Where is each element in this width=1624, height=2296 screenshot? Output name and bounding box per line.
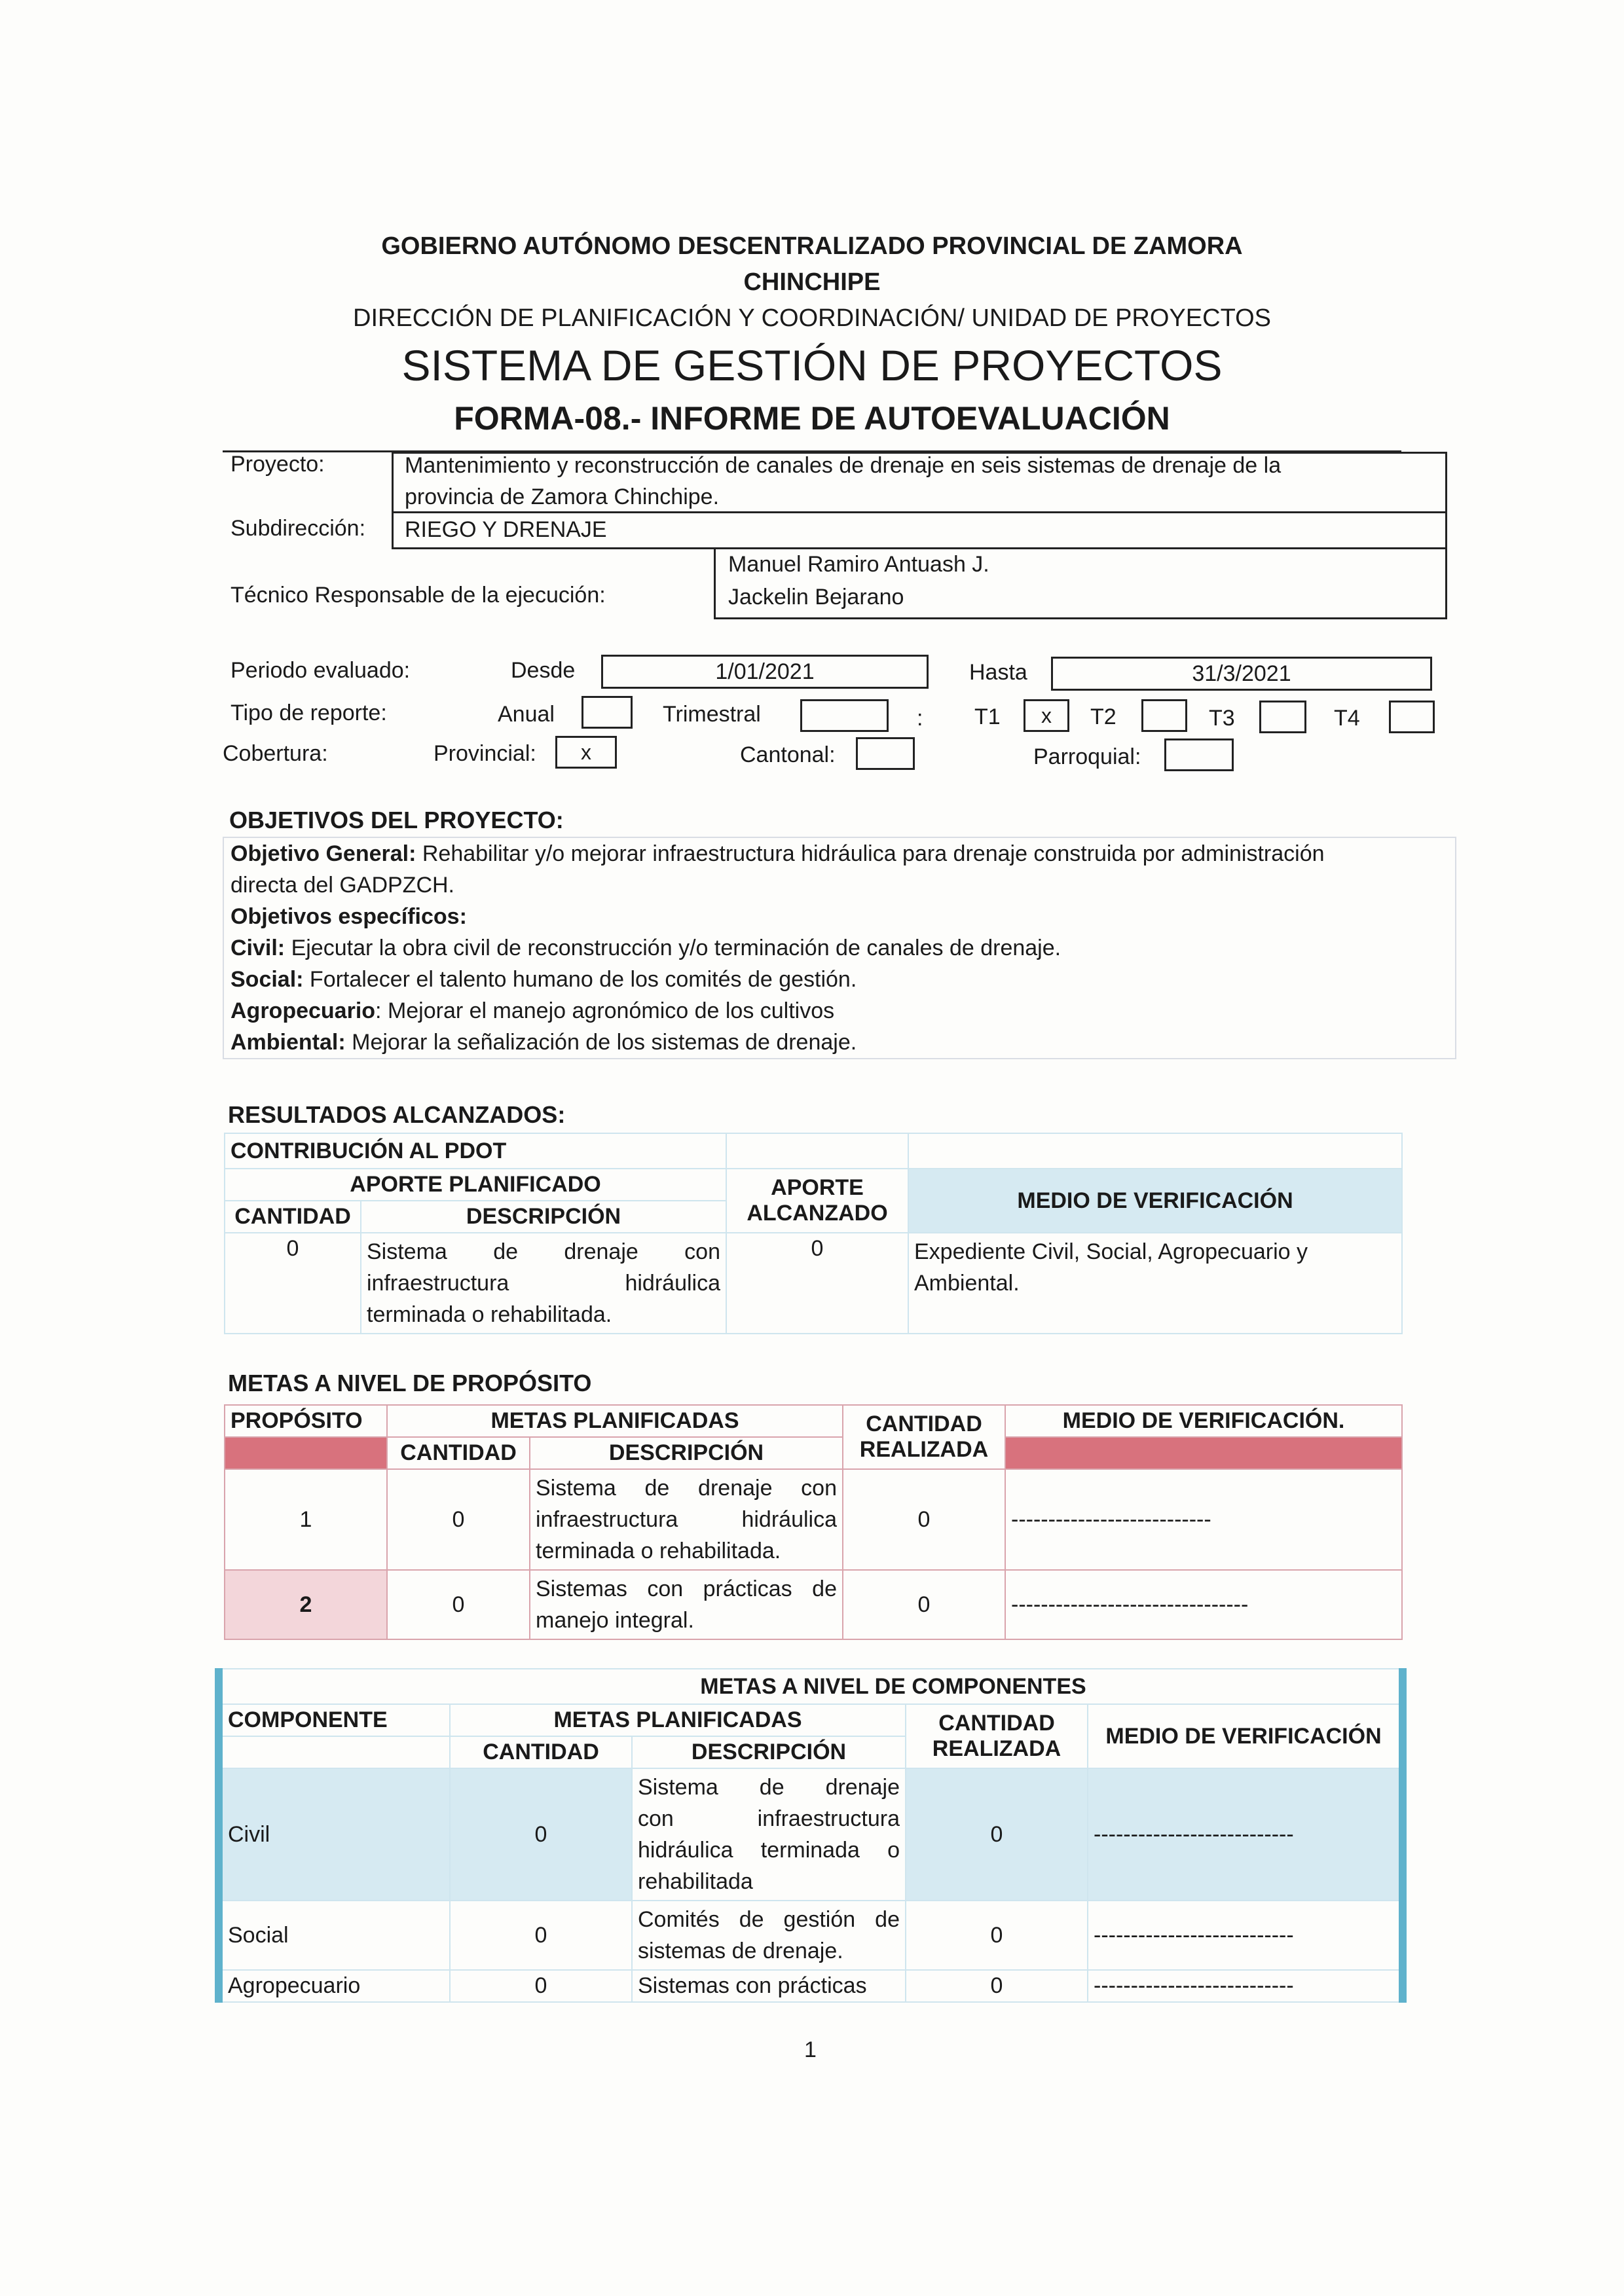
descripcion-header: DESCRIPCIÓN	[361, 1201, 726, 1233]
objetivo-civil-label: Civil:	[231, 936, 286, 960]
prop-row-1-num: 1	[225, 1469, 387, 1570]
comp-civil-desc	[632, 1768, 906, 1901]
comp-agro-desc: Sistemas con prácticas	[632, 1970, 906, 2002]
h-descripcion: DESCRIPCIÓN	[530, 1437, 843, 1469]
comp-agro-name: Agropecuario	[219, 1970, 450, 2002]
h-componente: COMPONENTE	[219, 1704, 450, 1736]
aporte-alcanzado-line1: APORTE	[771, 1175, 864, 1200]
prop-row-1-real: 0	[843, 1469, 1005, 1570]
result-medio-2: Ambiental.	[914, 1271, 1020, 1296]
periodo-label: Periodo evaluado:	[231, 658, 411, 683]
result-cantidad	[225, 1233, 361, 1334]
t4-checkbox[interactable]	[1389, 701, 1435, 733]
prop-row-2-d1: Sistemas con prácticas de	[536, 1576, 837, 1601]
t2-label: T2	[1090, 704, 1116, 729]
parroquial-checkbox[interactable]	[1164, 738, 1234, 771]
objetivo-general-cont: directa del GADPZCH.	[231, 873, 454, 898]
t3-checkbox[interactable]	[1259, 701, 1306, 733]
h-comp-cant-real-1: CANTIDAD	[938, 1711, 1055, 1736]
tipo-colon: :	[917, 706, 923, 731]
resultados-title: RESULTADOS ALCANZADOS:	[228, 1101, 566, 1128]
objetivo-general	[231, 838, 1449, 869]
prop-row-2-desc	[530, 1570, 843, 1639]
contrib-header: CONTRIBUCIÓN AL PDOT	[225, 1133, 726, 1169]
h-comp-medio: MEDIO DE VERIFICACIÓN	[1088, 1704, 1403, 1768]
org-name-cont: CHINCHIPE	[743, 268, 881, 296]
comp-social-real: 0	[906, 1901, 1088, 1970]
objetivo-agro-text: : Mejorar el manejo agronómico de los cultivos	[375, 998, 835, 1023]
objetivo-general-text: Rehabilitar y/o mejorar infraestructura hidráulica para drenaje construida por administración	[416, 841, 1325, 866]
anual-label: Anual	[498, 702, 555, 727]
comp-civil-cant: 0	[450, 1768, 632, 1901]
h-comp-descripcion: DESCRIPCIÓN	[632, 1736, 906, 1768]
h-comp-cantidad: CANTIDAD	[450, 1736, 632, 1768]
objetivo-ambiental	[231, 1027, 1449, 1058]
aporte-alcanzado-header	[726, 1169, 908, 1233]
provincial-checkbox[interactable]: x	[555, 736, 617, 769]
prop-row-1-medio: ---------------------------	[1005, 1469, 1402, 1570]
t3-label: T3	[1209, 706, 1235, 731]
anual-checkbox[interactable]	[581, 696, 633, 729]
proposito-title: METAS A NIVEL DE PROPÓSITO	[228, 1370, 592, 1396]
aporte-alcanzado-line2: ALCANZADO	[747, 1201, 888, 1226]
prop-row-1-cant: 0	[387, 1469, 530, 1570]
subdireccion-label: Subdirección:	[231, 516, 366, 541]
org-name: GOBIERNO AUTÓNOMO DESCENTRALIZADO PROVINCIAL DE ZAMORA	[381, 232, 1243, 260]
comp-social-medio: ---------------------------	[1088, 1901, 1403, 1970]
tipo-label: Tipo de reporte:	[231, 701, 387, 725]
objetivo-social-label: Social:	[231, 967, 304, 992]
comp-social-cant: 0	[450, 1901, 632, 1970]
h-medio: MEDIO DE VERIFICACIÓN.	[1005, 1405, 1402, 1437]
prop-row-2-real: 0	[843, 1570, 1005, 1639]
h-proposito: PROPÓSITO	[225, 1405, 387, 1437]
objetivo-civil	[231, 932, 1449, 964]
aporte-planificado-header: APORTE PLANIFICADO	[225, 1169, 726, 1201]
h-comp-cant-real	[906, 1704, 1088, 1768]
cantonal-checkbox[interactable]	[856, 737, 915, 770]
comp-civil-d4: rehabilitada	[638, 1869, 753, 1894]
result-cantidad-value: 0	[286, 1236, 299, 1261]
form-title: FORMA-08.- INFORME DE AUTOEVALUACIÓN	[454, 400, 1170, 437]
cantidad-header: CANTIDAD	[225, 1201, 361, 1233]
contrib-empty-2	[908, 1133, 1402, 1169]
medio-header: MEDIO DE VERIFICACIÓN	[908, 1169, 1402, 1233]
prop-row-2-num: 2	[225, 1570, 387, 1639]
comp-agro-medio: ---------------------------	[1088, 1970, 1403, 2002]
componentes-title: METAS A NIVEL DE COMPONENTES	[219, 1669, 1403, 1704]
objetivo-agro-label: Agropecuario	[231, 998, 376, 1023]
cobertura-label: Cobertura:	[223, 741, 328, 766]
comp-civil-d3: hidráulica terminada o	[638, 1838, 900, 1863]
result-desc-2: infraestructura hidráulica	[367, 1271, 720, 1296]
objetivo-social-text: Fortalecer el talento humano de los comités de gestión.	[303, 967, 857, 992]
componentes-table	[215, 1668, 1407, 2003]
provincial-label: Provincial:	[434, 741, 536, 766]
prop-row-1-d3: terminada o rehabilitada.	[536, 1539, 781, 1563]
h-cantidad: CANTIDAD	[387, 1437, 530, 1469]
comp-civil-d1: Sistema de drenaje	[638, 1775, 900, 1800]
comp-civil-name: Civil	[219, 1768, 450, 1901]
t1-label: T1	[974, 704, 1001, 729]
comp-agro-cant: 0	[450, 1970, 632, 2002]
prop-row-2-medio: --------------------------------	[1005, 1570, 1402, 1639]
objetivo-ambiental-label: Ambiental:	[231, 1030, 346, 1055]
comp-social-d2: sistemas de drenaje.	[638, 1939, 843, 1963]
tecnico-name-2: Jackelin Bejarano	[728, 585, 904, 610]
objetivo-civil-text: Ejecutar la obra civil de reconstrucción y/o terminación de canales de drenaje.	[285, 936, 1061, 960]
trimestral-checkbox[interactable]	[800, 699, 889, 732]
comp-social-name: Social	[219, 1901, 450, 1970]
proyecto-value-2: provincia de Zamora Chinchipe.	[405, 484, 720, 509]
subdireccion-value: RIEGO Y DRENAJE	[405, 517, 607, 542]
proyecto-value-1: Mantenimiento y reconstrucción de canales de drenaje en seis sistemas de drenaje de la	[405, 453, 1282, 478]
prop-row-1-d2: infraestructura hidráulica	[536, 1507, 837, 1532]
result-descripcion	[361, 1233, 726, 1334]
h-cant-real-1: CANTIDAD	[866, 1412, 982, 1436]
hasta-label: Hasta	[969, 660, 1027, 685]
hasta-field: 31/3/2021	[1051, 657, 1432, 691]
result-alcanzado	[726, 1233, 908, 1334]
objetivos-title: OBJETIVOS DEL PROYECTO:	[229, 807, 564, 833]
result-desc-1: Sistema de drenaje con	[367, 1239, 720, 1264]
objetivo-agro	[231, 995, 1449, 1027]
contrib-empty-1	[726, 1133, 908, 1169]
comp-civil-real: 0	[906, 1768, 1088, 1901]
resultados-table	[224, 1133, 1403, 1334]
tecnico-label: Técnico Responsable de la ejecución:	[231, 583, 606, 608]
t4-label: T4	[1334, 706, 1360, 731]
department: DIRECCIÓN DE PLANIFICACIÓN Y COORDINACIÓN/ UNIDAD DE PROYECTOS	[353, 304, 1271, 332]
result-medio	[908, 1233, 1402, 1334]
result-medio-1: Expediente Civil, Social, Agropecuario y	[914, 1239, 1308, 1264]
t1-checkbox[interactable]: x	[1024, 699, 1069, 732]
prop-row-1-d1: Sistema de drenaje con	[536, 1476, 837, 1501]
prop-row-2-cant: 0	[387, 1570, 530, 1639]
proyecto-label: Proyecto:	[231, 452, 325, 477]
h-cant-real-2: REALIZADA	[859, 1437, 989, 1462]
objetivo-ambiental-text: Mejorar la señalización de los sistemas de drenaje.	[345, 1030, 857, 1055]
desde-label: Desde	[511, 658, 576, 683]
desde-field: 1/01/2021	[601, 655, 929, 689]
t2-checkbox[interactable]	[1141, 699, 1187, 732]
parroquial-label: Parroquial:	[1033, 744, 1141, 769]
comp-social-desc	[632, 1901, 906, 1970]
objetivos-box	[223, 837, 1456, 1059]
system-title: SISTEMA DE GESTIÓN DE PROYECTOS	[401, 341, 1223, 390]
comp-agro-real: 0	[906, 1970, 1088, 2002]
comp-civil-medio: ---------------------------	[1088, 1768, 1403, 1901]
comp-social-d1: Comités de gestión de	[638, 1907, 900, 1932]
proposito-table	[224, 1404, 1403, 1640]
h-cantidad-realizada	[843, 1405, 1005, 1469]
tecnico-name-1: Manuel Ramiro Antuash J.	[728, 552, 989, 577]
result-desc-3: terminada o rehabilitada.	[367, 1302, 612, 1327]
prop-row-1-desc	[530, 1469, 843, 1570]
objetivo-social	[231, 964, 1449, 995]
trimestral-label: Trimestral	[663, 702, 761, 727]
comp-civil-d2: con infraestructura	[638, 1806, 900, 1831]
h-shade-2	[1005, 1437, 1402, 1469]
page-number: 1	[804, 2037, 817, 2062]
h-shade-1	[225, 1437, 387, 1469]
h-comp-cant-real-2: REALIZADA	[932, 1736, 1061, 1761]
objetivos-especificos-label: Objetivos específicos:	[231, 904, 467, 929]
objetivo-general-label: Objetivo General:	[231, 841, 416, 866]
h-metas-planificadas: METAS PLANIFICADAS	[387, 1405, 843, 1437]
h-comp-metas: METAS PLANIFICADAS	[450, 1704, 906, 1736]
result-alcanzado-value: 0	[811, 1236, 824, 1261]
prop-row-2-d2: manejo integral.	[536, 1608, 694, 1633]
h-comp-empty	[219, 1736, 450, 1768]
cantonal-label: Cantonal:	[740, 742, 836, 767]
